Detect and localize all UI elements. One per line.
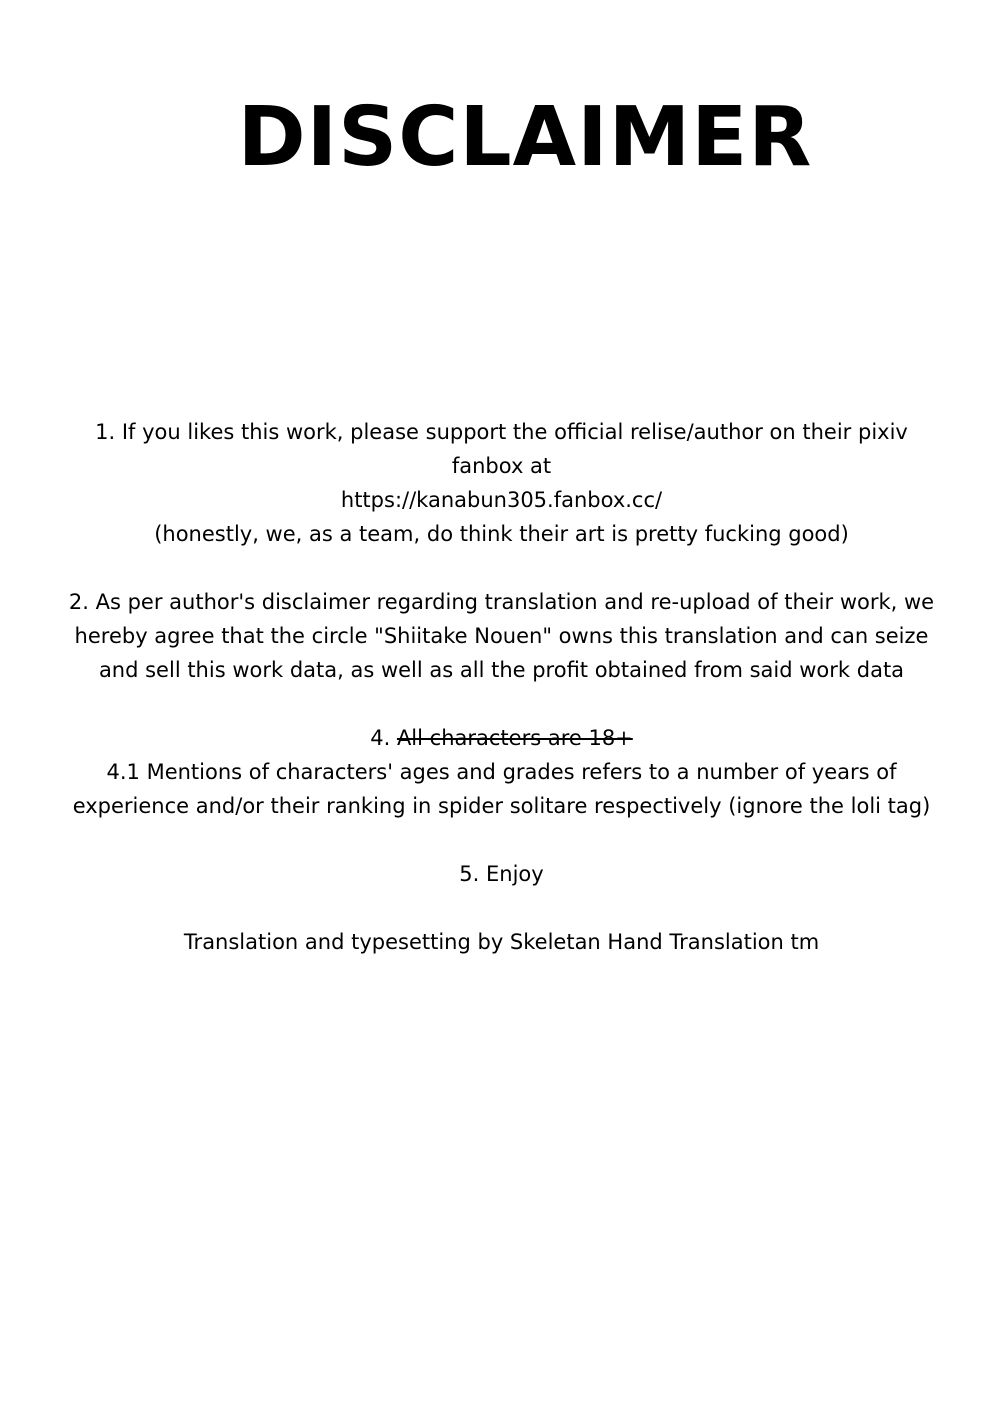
credits-line: Translation and typesetting by Skeletan Hand Translation tm xyxy=(183,930,820,954)
item-4-1-line-1: 4.1 Mentions of characters' ages and grades refers to a number of years of xyxy=(106,760,897,784)
page-title: DISCLAIMER xyxy=(237,90,813,185)
item-4-1-line-2: experience and/or their ranking in spider solitare respectively (ignore the loli tag) xyxy=(72,794,931,818)
item-4-number: 4. xyxy=(370,726,391,750)
item-5-line: 5. Enjoy xyxy=(459,862,544,886)
spacer xyxy=(0,891,1003,925)
spacer xyxy=(0,551,1003,585)
item-1-line-1: 1. If you likes this work, please support the official relise/author on their pixiv xyxy=(95,420,908,444)
spacer xyxy=(0,687,1003,721)
item-2-line-3: and sell this work data, as well as all the profit obtained from said work data xyxy=(98,658,905,682)
item-2-line-1: 2. As per author's disclaimer regarding translation and re-upload of their work, we xyxy=(68,590,935,614)
item-1-line-4: (honestly, we, as a team, do think their art is pretty fucking good) xyxy=(154,522,849,546)
disclaimer-body xyxy=(0,415,1003,959)
item-4-line xyxy=(0,721,1003,755)
item-2-line-2: hereby agree that the circle "Shiitake Nouen" owns this translation and can seize xyxy=(74,624,929,648)
item-4-struck-text: All characters are 18+ xyxy=(396,726,633,750)
item-1-line-2: fanbox at xyxy=(451,454,552,478)
spacer xyxy=(0,823,1003,857)
fanbox-url: https://kanabun305.fanbox.cc/ xyxy=(340,488,663,512)
